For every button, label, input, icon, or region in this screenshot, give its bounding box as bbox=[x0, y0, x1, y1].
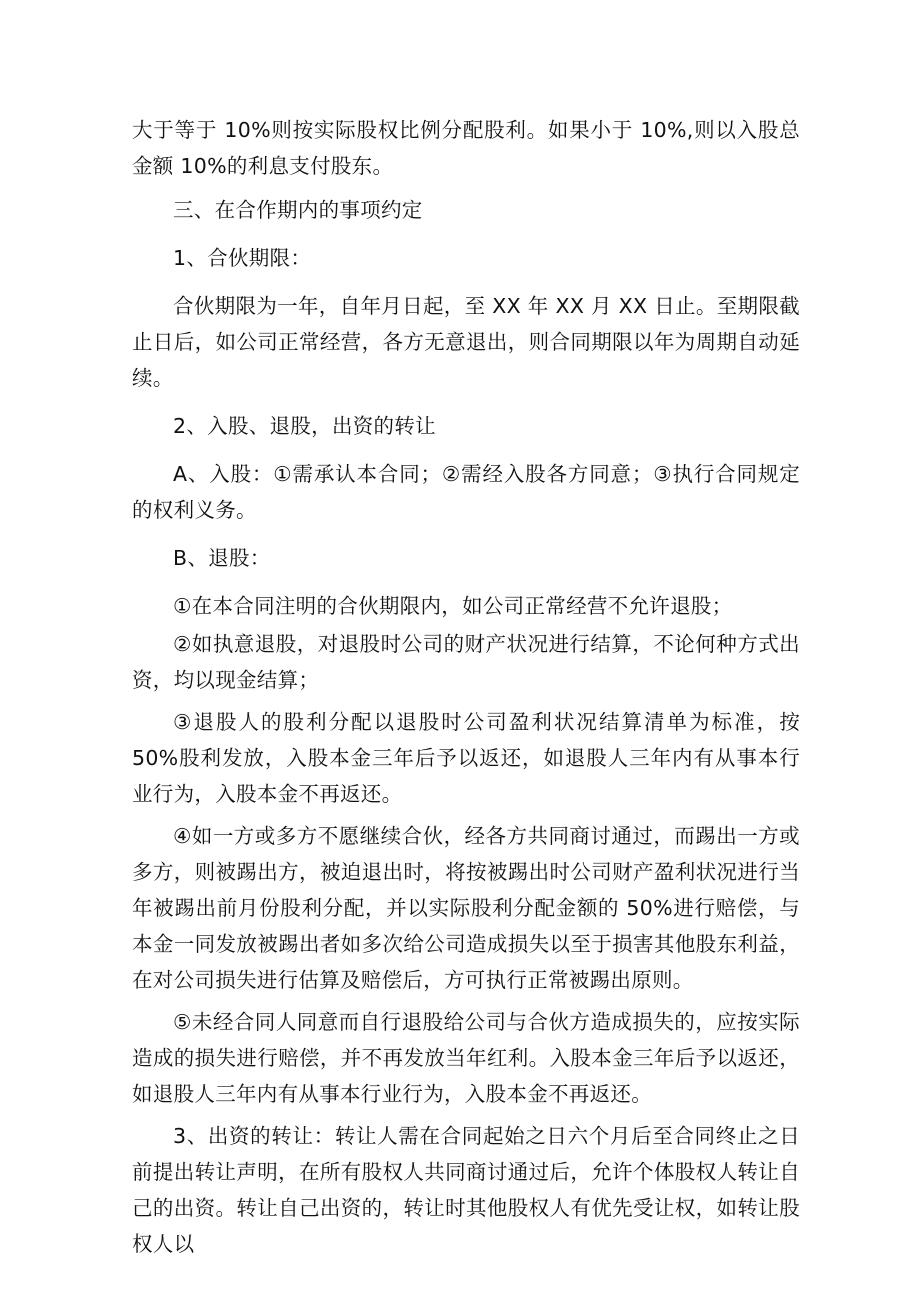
clause-withdrawal-5: ⑤未经合同人同意而自行退股给公司与合伙方造成损失的，应按实际造成的损失进行赔偿，并不再发放当年红利。入股本金三年后予以返还，如退股人三年内有从事本行业行为，入股本金不再返还。 bbox=[132, 1010, 800, 1106]
clause-withdrawal-2: ②如执意退股，对退股时公司的财产状况进行结算，不论何种方式出资，均以现金结算； bbox=[132, 632, 800, 692]
paragraph-share-entry: A、入股：①需承认本合同；②需经入股各方同意；③执行合同规定的权利义务。 bbox=[132, 462, 800, 522]
document-body bbox=[132, 112, 800, 1262]
section-heading-cooperation-matters: 三、在合作期内的事项约定 bbox=[173, 198, 423, 222]
clause-withdrawal-1: ①在本合同注明的合伙期限内，如公司正常经营不允许退股； bbox=[173, 594, 733, 618]
paragraph-partnership-term: 合伙期限为一年，自年月日起，至 XX 年 XX 月 XX 日止。至期限截止日后，如公司正常经营，各方无意退出，则合同期限以年为周期自动延续。 bbox=[132, 294, 800, 390]
subheading-share-transfer: 2、入股、退股，出资的转让 bbox=[173, 414, 436, 438]
paragraph-capital-transfer: 3、出资的转让：转让人需在合同起始之日六个月后至合同终止之日前提出转让声明，在所有股权人共同商讨通过后，允许个体股权人转让自己的出资。转让自己出资的，转让时其他股权人有优先受让权，如转让股权人以 bbox=[132, 1124, 800, 1256]
clause-withdrawal-3: ③退股人的股利分配以退股时公司盈利状况结算清单为标准，按 50%股利发放，入股本金三年后予以返还，如退股人三年内有从事本行业行为，入股本金不再返还。 bbox=[132, 710, 800, 806]
subheading-withdrawal: B、退股： bbox=[173, 546, 271, 570]
subheading-partnership-term: 1、合伙期限： bbox=[173, 246, 312, 270]
paragraph-dividend-rule: 大于等于 10%则按实际股权比例分配股利。如果小于 10%,则以入股总金额 10%的利息支付股东。 bbox=[132, 118, 800, 178]
clause-withdrawal-4: ④如一方或多方不愿继续合伙，经各方共同商讨通过，而踢出一方或多方，则被踢出方，被迫退出时，将按被踢出时公司财产盈利状况进行当年被踢出前月份股利分配，并以实际股利分配金额的 50%进行赔偿，与本金一同发放被踢出者如多次给公司造成损失以至于损害其他股东利益，在对公司损失进行估算及赔偿后，方可执行正常被踢出原则。 bbox=[132, 824, 800, 992]
